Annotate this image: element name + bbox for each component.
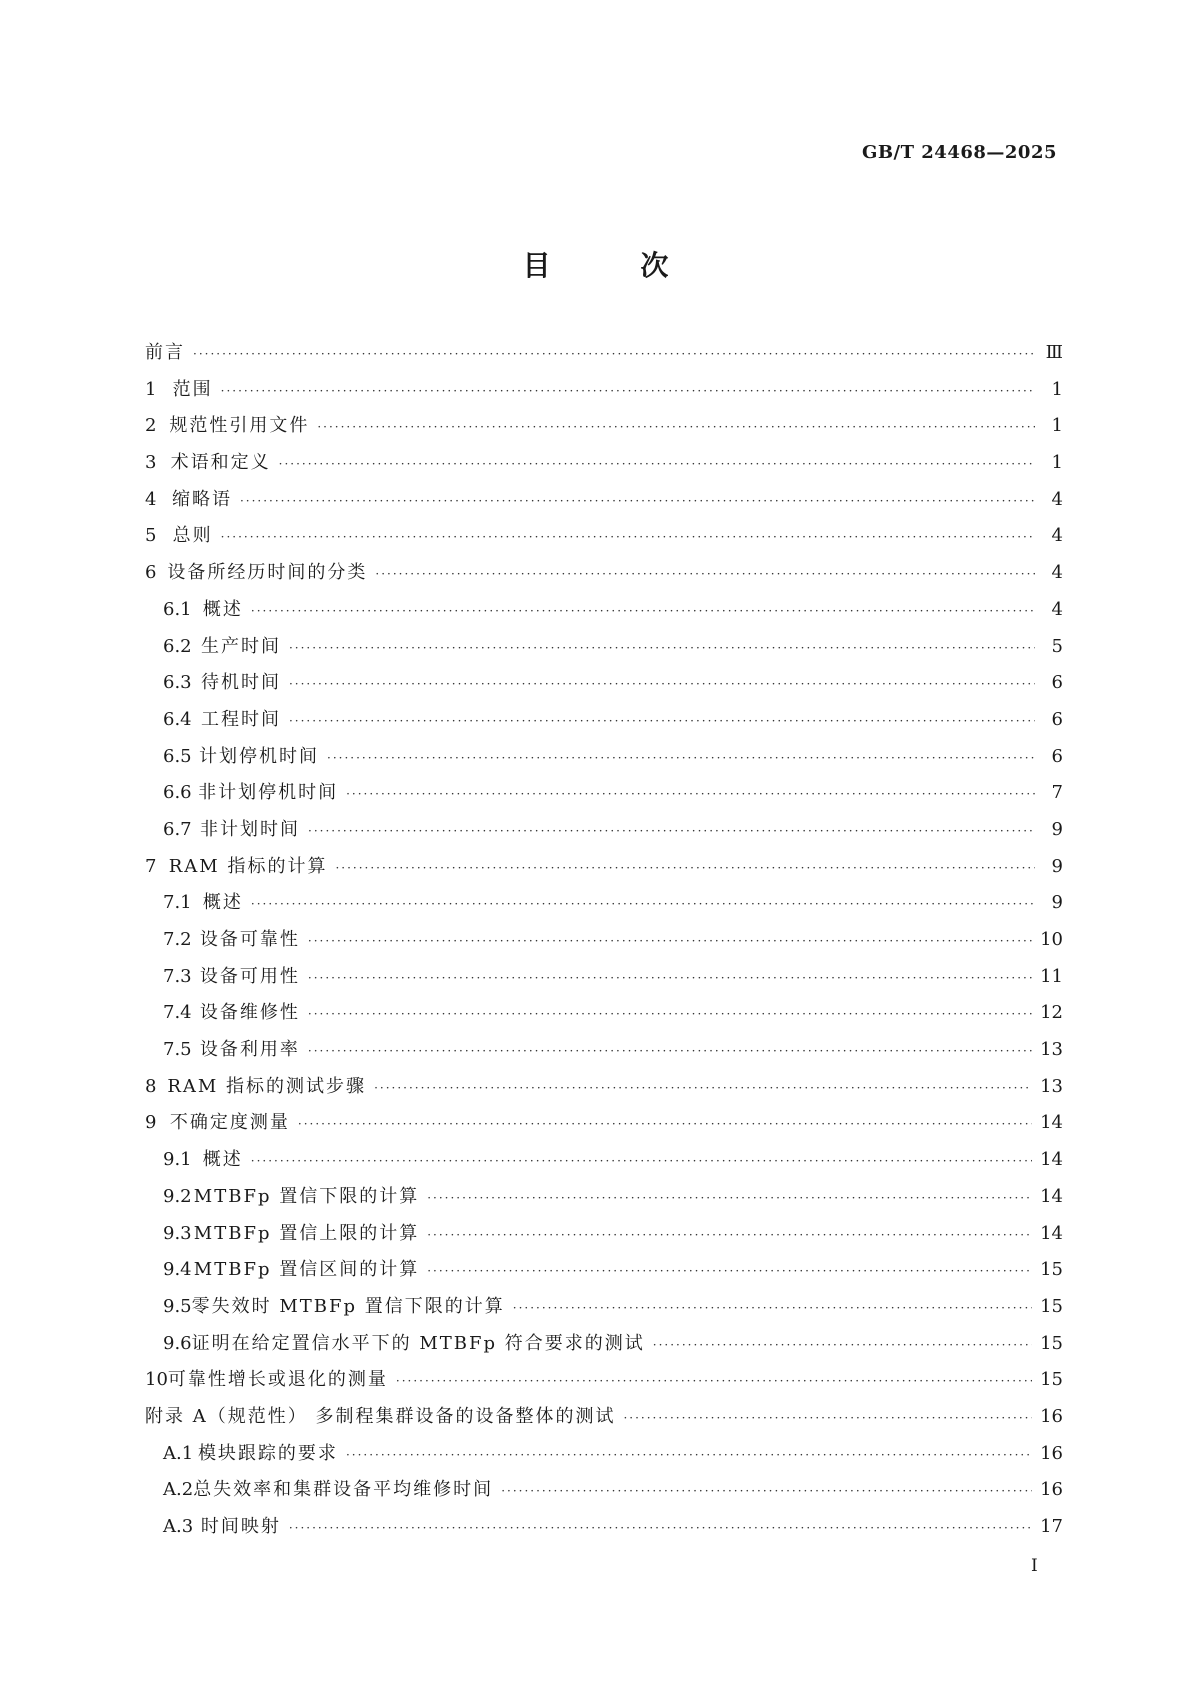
toc-entry-number: 1 xyxy=(145,378,157,400)
toc-entry[interactable] xyxy=(145,815,1063,852)
toc-entry-page: 10 xyxy=(1040,929,1063,950)
toc-entry[interactable] xyxy=(145,1219,1063,1256)
toc-leader-dots xyxy=(289,1521,1032,1535)
toc-entry-number: 6.1 xyxy=(163,598,192,620)
toc-entry-label: 总则 xyxy=(172,525,213,547)
toc-entry-number: 5 xyxy=(145,525,157,547)
toc-leader-dots xyxy=(623,1411,1032,1425)
toc-entry-page: 9 xyxy=(1051,818,1063,840)
toc-entry[interactable] xyxy=(145,1108,1063,1145)
toc-leader-dots xyxy=(375,567,1035,581)
toc-entry[interactable] xyxy=(145,1475,1063,1512)
page-title: 目 次 xyxy=(522,249,709,282)
toc-entry-number: 9.2 xyxy=(163,1185,192,1207)
toc-entry-page: 14 xyxy=(1040,1112,1063,1134)
toc-entry-page: 6 xyxy=(1051,745,1063,767)
toc-entry-number: 7 xyxy=(145,855,157,877)
toc-entry-label: 模块跟踪的要求 xyxy=(197,1442,338,1464)
toc-entry[interactable] xyxy=(145,888,1063,925)
toc-entry[interactable] xyxy=(145,1439,1063,1476)
toc-entry-number: 7.3 xyxy=(163,965,192,987)
toc-entry-label: 非计划停机时间 xyxy=(198,782,339,804)
toc-leader-dots xyxy=(289,677,1035,691)
toc-entry[interactable] xyxy=(145,852,1063,889)
toc-entry-number: 6.4 xyxy=(163,708,192,730)
toc-entry[interactable] xyxy=(145,1035,1063,1072)
toc-entry-page: 14 xyxy=(1040,1185,1063,1207)
toc-leader-dots xyxy=(427,1228,1032,1242)
toc-entry-number: 6.5 xyxy=(163,745,192,767)
toc-entry[interactable] xyxy=(145,558,1063,595)
toc-entry-page: 1 xyxy=(1051,452,1063,474)
toc-leader-dots xyxy=(427,1264,1032,1278)
toc-entry-number: A.1 xyxy=(163,1442,194,1464)
toc-entry-page: 1 xyxy=(1051,415,1063,437)
toc-entry[interactable] xyxy=(145,1292,1063,1329)
toc-entry-page: 1 xyxy=(1051,378,1063,400)
toc-leader-dots xyxy=(221,384,1035,398)
toc-entry-page: Ⅲ xyxy=(1045,342,1063,363)
toc-entry-label: 设备可用性 xyxy=(199,965,300,987)
toc-entry-label: 不确定度测量 xyxy=(169,1112,290,1134)
toc-entry-label: 附录 A（规范性） 多制程集群设备的设备整体的测试 xyxy=(145,1405,616,1427)
toc-entry[interactable] xyxy=(145,632,1063,669)
toc-leader-dots xyxy=(279,457,1035,471)
table-of-contents xyxy=(145,338,1063,1549)
toc-entry-number: 6.2 xyxy=(163,635,192,657)
toc-leader-dots xyxy=(308,824,1035,838)
toc-leader-dots xyxy=(308,934,1032,948)
toc-leader-dots xyxy=(427,1191,1032,1205)
toc-entry-number: 8 xyxy=(145,1075,157,1097)
toc-entry-page: 16 xyxy=(1040,1479,1063,1501)
toc-entry-page: 5 xyxy=(1051,635,1063,657)
toc-leader-dots xyxy=(346,1448,1032,1462)
toc-entry-number: 7.4 xyxy=(163,1002,192,1024)
toc-entry-page: 4 xyxy=(1051,488,1063,510)
toc-entry[interactable] xyxy=(145,1365,1063,1402)
toc-entry[interactable] xyxy=(145,998,1063,1035)
toc-entry-label: 概述 xyxy=(202,1149,243,1171)
toc-entry-page: 4 xyxy=(1051,598,1063,620)
toc-entry-page: 14 xyxy=(1040,1149,1063,1171)
toc-entry-label: 术语和定义 xyxy=(170,452,271,474)
toc-entry-number: 9 xyxy=(145,1112,157,1134)
toc-entry[interactable] xyxy=(145,485,1063,522)
toc-entry-number: 3 xyxy=(145,452,157,474)
toc-leader-dots xyxy=(298,1117,1032,1131)
toc-entry-number: A.2 xyxy=(163,1479,194,1501)
toc-entry-number: 6.7 xyxy=(163,818,192,840)
toc-entry-label: 缩略语 xyxy=(171,488,232,510)
toc-entry[interactable] xyxy=(145,338,1063,375)
toc-entry-label: 概述 xyxy=(202,598,243,620)
toc-entry-number: 7.5 xyxy=(163,1039,192,1061)
toc-entry[interactable] xyxy=(145,742,1063,779)
toc-entry-label: 规范性引用文件 xyxy=(169,415,310,437)
toc-leader-dots xyxy=(346,787,1035,801)
toc-entry-number: 10 xyxy=(145,1369,168,1391)
toc-entry-number: 9.6 xyxy=(163,1332,192,1354)
toc-entry-label: RAM 指标的计算 xyxy=(168,855,328,877)
toc-entry[interactable] xyxy=(145,962,1063,999)
toc-leader-dots xyxy=(221,530,1035,544)
toc-entry-page: 13 xyxy=(1040,1075,1063,1097)
toc-entry-number: 6.6 xyxy=(163,782,192,804)
toc-leader-dots xyxy=(501,1484,1032,1498)
toc-entry-label: 证明在给定置信水平下的 MTBFp 符合要求的测试 xyxy=(191,1332,645,1354)
toc-leader-dots xyxy=(653,1338,1032,1352)
toc-leader-dots xyxy=(251,897,1035,911)
toc-entry[interactable] xyxy=(145,1329,1063,1366)
toc-leader-dots xyxy=(289,714,1035,728)
toc-leader-dots xyxy=(308,1007,1032,1021)
toc-entry-page: 9 xyxy=(1051,855,1063,877)
toc-entry-label: 范围 xyxy=(172,378,213,400)
toc-entry-page: 15 xyxy=(1040,1332,1063,1354)
toc-entry-page: 14 xyxy=(1040,1222,1063,1244)
toc-entry-label: 可靠性增长或退化的测量 xyxy=(167,1369,388,1391)
toc-entry-label: 时间映射 xyxy=(200,1516,281,1537)
toc-entry[interactable] xyxy=(145,1255,1063,1292)
toc-entry-label: RAM 指标的测试步骤 xyxy=(167,1075,367,1097)
toc-entry-page: 13 xyxy=(1040,1039,1063,1061)
toc-entry-number: 6 xyxy=(145,562,157,584)
toc-entry-number: 9.4 xyxy=(163,1259,192,1281)
toc-leader-dots xyxy=(317,420,1035,434)
toc-leader-dots xyxy=(308,971,1032,985)
toc-entry[interactable] xyxy=(145,448,1063,485)
toc-entry[interactable] xyxy=(145,925,1063,962)
toc-entry-page: 12 xyxy=(1040,1002,1063,1024)
toc-leader-dots xyxy=(193,347,1035,361)
toc-entry[interactable] xyxy=(145,1512,1063,1549)
standard-code: GB/T 24468—2025 xyxy=(861,142,1057,163)
toc-leader-dots xyxy=(396,1374,1032,1388)
toc-entry[interactable] xyxy=(145,668,1063,705)
toc-leader-dots xyxy=(335,861,1035,875)
toc-leader-dots xyxy=(251,604,1035,618)
toc-entry-label: 零失效时 MTBFp 置信下限的计算 xyxy=(191,1295,505,1317)
toc-entry-number: 7.2 xyxy=(163,929,192,950)
toc-entry-page: 16 xyxy=(1040,1405,1063,1427)
toc-entry-label: 概述 xyxy=(202,892,243,914)
toc-leader-dots xyxy=(513,1301,1032,1315)
toc-entry[interactable] xyxy=(145,411,1063,448)
toc-leader-dots xyxy=(240,494,1035,508)
toc-entry-page: 15 xyxy=(1040,1295,1063,1317)
toc-entry-label: 设备可靠性 xyxy=(199,929,300,950)
toc-entry-number: A.3 xyxy=(163,1516,194,1537)
toc-leader-dots xyxy=(374,1081,1032,1095)
toc-entry-label: MTBFp 置信区间的计算 xyxy=(193,1259,420,1281)
toc-entry-label: 计划停机时间 xyxy=(199,745,320,767)
toc-entry-number: 4 xyxy=(145,488,157,510)
toc-leader-dots xyxy=(289,641,1035,655)
toc-entry[interactable] xyxy=(145,521,1063,558)
toc-entry-page: 6 xyxy=(1051,708,1063,730)
toc-entry-label: 待机时间 xyxy=(200,672,281,694)
toc-entry-page: 6 xyxy=(1051,672,1063,694)
toc-entry[interactable] xyxy=(145,705,1063,742)
toc-entry-label: 前言 xyxy=(145,342,185,363)
toc-entry-number: 9.3 xyxy=(163,1222,192,1244)
toc-entry-page: 7 xyxy=(1051,782,1063,804)
toc-entry-label: 生产时间 xyxy=(200,635,281,657)
toc-entry[interactable] xyxy=(145,1182,1063,1219)
toc-entry-label: 总失效率和集群设备平均维修时间 xyxy=(193,1479,494,1501)
toc-entry-label: 设备利用率 xyxy=(199,1039,300,1061)
toc-entry[interactable] xyxy=(145,1072,1063,1109)
toc-entry-number: 7.1 xyxy=(163,892,192,914)
toc-entry[interactable] xyxy=(145,595,1063,632)
toc-entry-page: 15 xyxy=(1040,1369,1063,1391)
toc-entry-label: MTBFp 置信下限的计算 xyxy=(193,1185,420,1207)
toc-entry-page: 16 xyxy=(1040,1442,1063,1464)
toc-entry-label: 设备维修性 xyxy=(199,1002,300,1024)
toc-entry-label: 设备所经历时间的分类 xyxy=(167,562,368,584)
toc-entry[interactable] xyxy=(145,1402,1063,1439)
toc-entry-page: 4 xyxy=(1051,562,1063,584)
toc-entry[interactable] xyxy=(145,375,1063,412)
toc-leader-dots xyxy=(327,751,1035,765)
toc-entry-number: 9.1 xyxy=(163,1149,192,1171)
toc-entry-label: 工程时间 xyxy=(200,708,281,730)
toc-entry[interactable] xyxy=(145,778,1063,815)
toc-entry-page: 15 xyxy=(1040,1259,1063,1281)
toc-entry-number: 9.5 xyxy=(163,1295,192,1317)
toc-entry-number: 2 xyxy=(145,415,157,437)
page-number: Ⅰ xyxy=(1031,1556,1038,1576)
toc-entry-label: 非计划时间 xyxy=(200,818,301,840)
toc-leader-dots xyxy=(251,1154,1032,1168)
toc-entry[interactable] xyxy=(145,1145,1063,1182)
toc-entry-page: 17 xyxy=(1040,1516,1063,1537)
toc-entry-page: 9 xyxy=(1051,892,1063,914)
toc-entry-page: 11 xyxy=(1040,965,1063,987)
toc-entry-number: 6.3 xyxy=(163,672,192,694)
toc-entry-label: MTBFp 置信上限的计算 xyxy=(193,1222,420,1244)
toc-entry-page: 4 xyxy=(1051,525,1063,547)
toc-leader-dots xyxy=(308,1044,1032,1058)
